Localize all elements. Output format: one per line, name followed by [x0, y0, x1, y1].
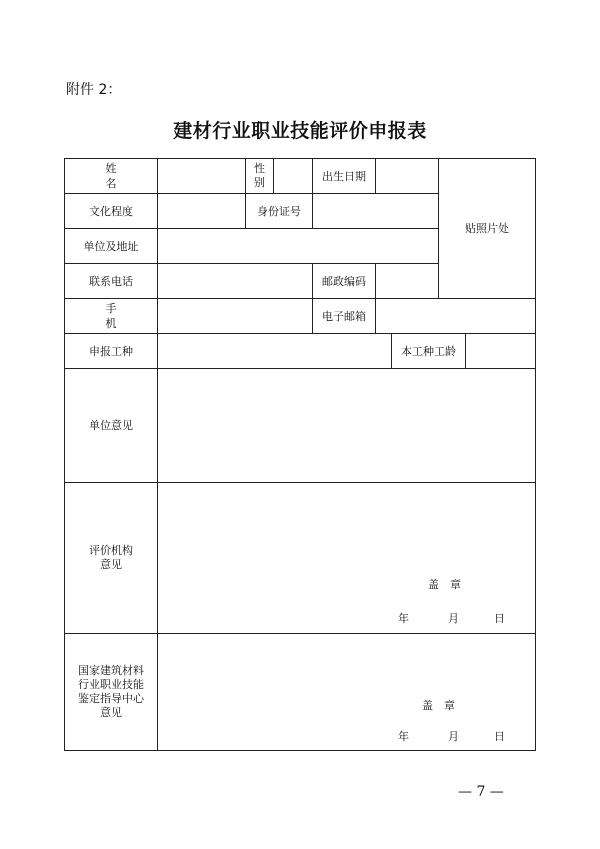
center-opinion-label-line-4: 意见 [100, 706, 122, 719]
eval-date-month: 月 [448, 612, 459, 625]
education-label-cell [64, 193, 158, 229]
email-label-cell [312, 298, 376, 334]
education-value-cell[interactable] [157, 193, 246, 229]
attachment-label: 附件 2： [66, 82, 122, 98]
center-opinion-label-line-2: 行业职业技能 [78, 678, 144, 691]
page-number: — 7 — [458, 784, 504, 800]
job-years-value-cell[interactable] [465, 333, 536, 369]
id-value-cell[interactable] [312, 193, 439, 229]
birth-label: 出生日期 [322, 169, 366, 183]
address-label-cell [64, 228, 158, 264]
eval-opinion-label-cell [64, 482, 158, 634]
unit-opinion-value-cell[interactable] [157, 368, 536, 483]
gender-value-cell[interactable] [273, 158, 313, 194]
center-date-month: 月 [448, 730, 459, 743]
birth-label-cell [312, 158, 376, 194]
mobile-value-cell[interactable] [157, 298, 313, 334]
center-opinion-label-line-3: 鉴定指导中心 [78, 692, 144, 705]
postcode-label-cell [312, 263, 376, 299]
name-label-cell [64, 158, 158, 194]
eval-seal-label: 盖 章 [428, 578, 461, 591]
job-value-cell[interactable] [157, 333, 392, 369]
address-label: 单位及地址 [83, 239, 139, 253]
unit-opinion-label-cell [64, 368, 158, 483]
center-opinion-label-cell [64, 633, 158, 751]
mobile-label: 手机 [105, 302, 143, 330]
gender-label-line-1: 性 [254, 162, 265, 175]
eval-opinion-label [89, 544, 133, 572]
center-date-year: 年 [398, 730, 409, 743]
id-label: 身份证号 [257, 204, 301, 218]
form-title: 建材行业职业技能评价申报表 [173, 120, 427, 142]
email-value-cell[interactable] [375, 298, 536, 334]
job-years-label: 本工种工龄 [401, 344, 456, 358]
eval-date-year: 年 [398, 612, 409, 625]
eval-opinion-label-line-1: 评价机构 [89, 544, 133, 557]
phone-label-cell [64, 263, 158, 299]
phone-label: 联系电话 [89, 274, 133, 288]
phone-value-cell[interactable] [157, 263, 313, 299]
center-opinion-label-line-1: 国家建筑材料 [78, 664, 144, 677]
postcode-label: 邮政编码 [322, 274, 366, 288]
center-opinion-label [78, 664, 144, 720]
center-date-day: 日 [494, 730, 505, 743]
center-opinion-value-cell[interactable] [157, 633, 536, 751]
eval-opinion-value-cell[interactable] [157, 482, 536, 634]
name-value-cell[interactable] [157, 158, 246, 194]
eval-date-day: 日 [494, 612, 505, 625]
mobile-label-cell [64, 298, 158, 334]
job-label: 申报工种 [89, 344, 133, 358]
name-label: 姓名 [105, 162, 143, 190]
address-value-cell[interactable] [157, 228, 439, 264]
eval-opinion-label-line-2: 意见 [100, 558, 122, 571]
email-label: 电子邮箱 [322, 309, 366, 323]
education-label: 文化程度 [89, 204, 133, 218]
gender-label [254, 162, 265, 190]
birth-value-cell[interactable] [375, 158, 439, 194]
photo-cell[interactable] [438, 158, 536, 299]
gender-label-line-2: 别 [254, 176, 265, 189]
job-years-label-cell [391, 333, 466, 369]
postcode-value-cell[interactable] [375, 263, 439, 299]
center-seal-label: 盖 章 [422, 699, 455, 712]
job-label-cell [64, 333, 158, 369]
gender-label-cell [245, 158, 274, 194]
id-label-cell [245, 193, 313, 229]
unit-opinion-label: 单位意见 [89, 419, 133, 432]
photo-label: 贴照片处 [465, 222, 509, 235]
